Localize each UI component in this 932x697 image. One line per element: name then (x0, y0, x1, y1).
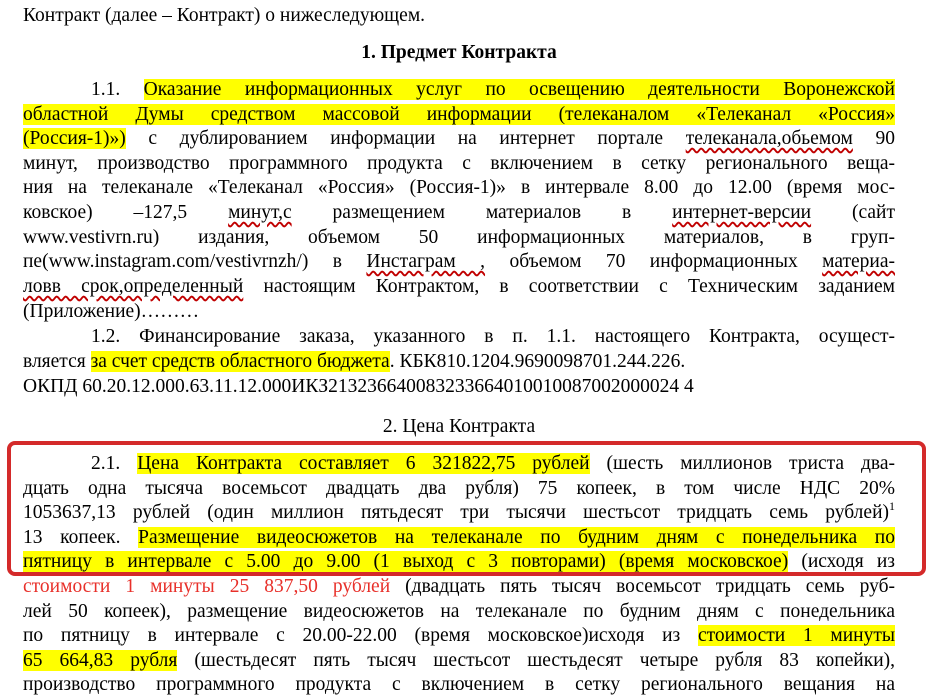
body-text: 1.2. Финансирование заказа, указанного в п. 1.1. настоящего Контракта, осущест- (91, 326, 895, 347)
spellcheck-word: Инстаграм , (366, 251, 486, 272)
body-text: 90 (852, 128, 895, 149)
spellcheck-word: ловв срок,определенный (23, 276, 244, 297)
para-1-1-line-1 (23, 78, 895, 102)
para-2-1-line-5 (23, 550, 895, 574)
highlighted-text: за счет средств областного бюджета (90, 351, 390, 372)
body-text: 13 копеек. (23, 527, 139, 548)
section-1-title: 1. Предмет Контракта (361, 42, 557, 63)
para-2-1-line-8 (23, 624, 895, 648)
clause-number: 1.1. (91, 79, 144, 100)
para-1-1-line-3 (23, 127, 895, 151)
para-1-1-line-8 (23, 250, 895, 274)
section-2-title: 2. Цена Контракта (382, 416, 536, 437)
para-2-1-line-4 (23, 526, 895, 550)
body-text: размещением материалов в (291, 202, 673, 223)
para-2-1-line-9 (23, 649, 895, 673)
body-text: объемом 70 информационных (485, 251, 823, 272)
para-1-1-line-10 (23, 300, 895, 324)
body-text: дцать одна тысяча восемьсот двадцать два рубля) 75 копеек, в том числе НДС 20% (23, 478, 895, 499)
para-2-1-line-1 (23, 452, 895, 476)
body-text: минут, производство программного продукта с включением в сетку регионального веща- (23, 153, 895, 174)
para-1-2-line-2 (23, 350, 895, 374)
para-1-1-line-5 (23, 176, 895, 200)
highlighted-text: Оказание информационных услуг по освещению деятельности Воронежской (143, 79, 895, 100)
para-2-1-line-3 (23, 501, 895, 525)
section-1-heading (23, 41, 895, 65)
highlighted-text: областной Думы средством массовой информации (телеканалом «Телеканал «Россия» (23, 104, 895, 125)
highlighted-text: пятницу в интервале с 5.00 до 9.00 (1 выход с 3 повторами) (время московское) (23, 551, 789, 572)
para-2-1-line-7 (23, 600, 895, 624)
para-2-1-line-6 (23, 575, 895, 599)
body-text: настоящим Контрактом, в соответствии с Техническим заданием (243, 276, 895, 297)
body-text: ОКПД 60.20.12.000.63.11.12.000ИКЗ213236640083233664010010087002000024 4 (23, 376, 694, 397)
body-text: ния на телеканале «Телеканал «Россия» (Россия-1)» в интервале 8.00 до 12.00 (время мос- (23, 177, 895, 198)
body-text: (Приложение)……… (23, 301, 200, 322)
body-text: www.vestivrn.ru) издания, объемом 50 информационных материалов, в груп- (23, 227, 895, 248)
para-1-2-line-3 (23, 375, 895, 399)
para-1-2-line-1 (23, 325, 895, 349)
footnote-marker: 1 (889, 499, 895, 513)
para-1-1-line-4 (23, 152, 895, 176)
body-text: (исходя из (788, 551, 895, 572)
para-2-1-line-2 (23, 477, 895, 501)
body-text: вляется (23, 351, 91, 372)
highlighted-text: стоимости 1 минуты (697, 625, 895, 646)
body-text: пе(www.instagram.com/vestivrnzh/) в (23, 251, 367, 272)
body-text: . КБК810.1204.9690098701.244.226. (389, 351, 686, 372)
highlighted-text: 65 664,83 рубля (23, 650, 178, 671)
body-text: с дублированием информации на интернет портале (125, 128, 686, 149)
body-text: 1053637,13 рублей (один миллион пятьдесят три тысячи шестьсот тридцать семь рублей) (23, 502, 889, 523)
highlighted-text: Размещение видеосюжетов на телеканале по будним дням с понедельника по (138, 527, 895, 548)
highlighted-text: Цена Контракта составляет 6 321822,75 рублей (137, 453, 590, 474)
spellcheck-word: материа- (822, 251, 895, 272)
spellcheck-word: интернет-версии (672, 202, 812, 223)
clause-number: 2.1. (91, 453, 138, 474)
body-text: (сайт (811, 202, 896, 223)
para-1-1-line-6 (23, 201, 895, 225)
body-text: (шестьдесят пять тысяч шестьсот шестьдесят четыре рубля 83 копейки), (177, 650, 896, 671)
body-text: по пятницу в интервале с 20.00-22.00 (время московское)исходя из (23, 625, 698, 646)
highlighted-text: (Россия-1)») (23, 128, 126, 149)
para-1-1-line-7 (23, 226, 895, 250)
section-2-heading (23, 415, 895, 439)
body-text: (двадцать пять тысяч восемьсот тридцать семь руб- (390, 576, 895, 597)
para-1-1-line-2 (23, 103, 895, 127)
body-text: ковское) –127,5 (23, 202, 229, 223)
intro-text: Контракт (далее – Контракт) о нижеследующем. (23, 5, 426, 26)
para-2-1-line-10 (23, 673, 895, 697)
spellcheck-word: минут,с (228, 202, 292, 223)
para-1-1-line-9 (23, 275, 895, 299)
spellcheck-word: телеканала,обьемом (685, 128, 853, 149)
intro-line (23, 4, 895, 28)
red-text: стоимости 1 минуты 25 837,50 рублей (23, 576, 391, 597)
body-text: производство программного продукта с включением в сетку регионального вещания на (23, 674, 895, 695)
body-text: лей 50 копеек), размещение видеосюжетов на телеканале по будним дням с понедельника (23, 601, 895, 622)
body-text: (шесть миллионов триста два- (589, 453, 895, 474)
